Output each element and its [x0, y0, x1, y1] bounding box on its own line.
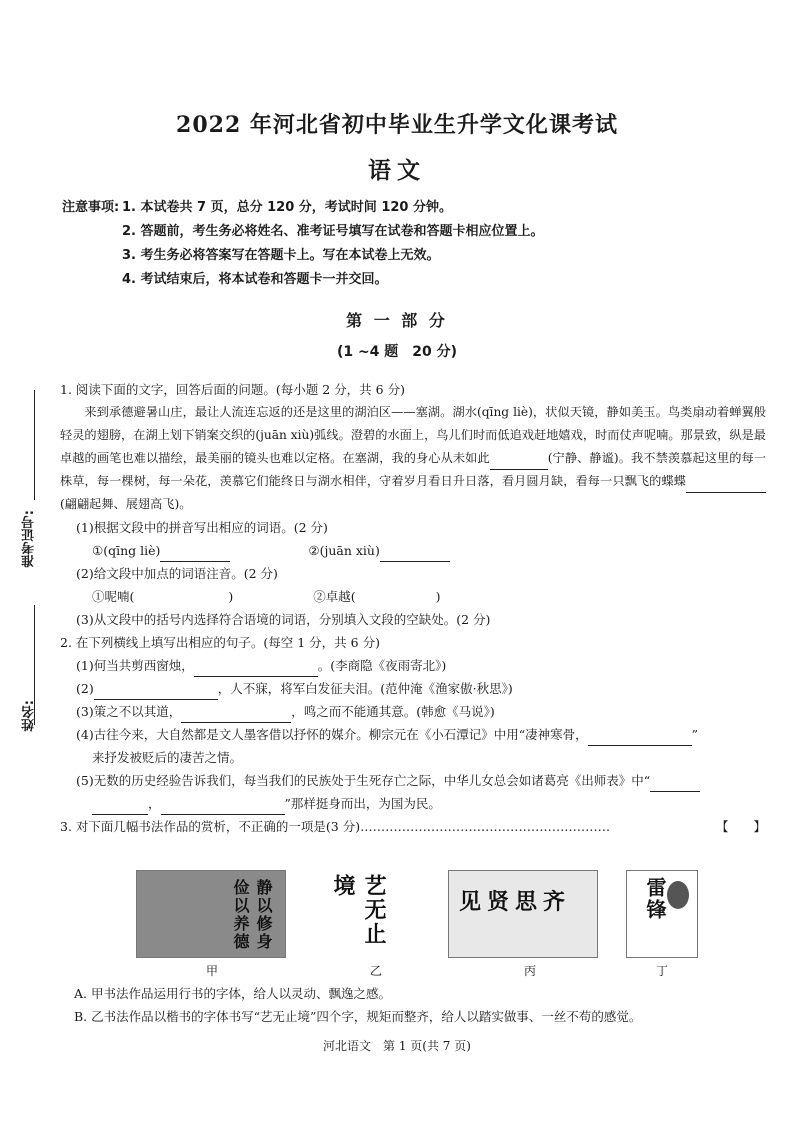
exam-id-line — [34, 390, 35, 500]
note-item: 4. 考试结束后，将本试卷和答题卡一并交回。 — [122, 272, 388, 287]
note-item: 2. 答题前，考生务必将姓名、准考证号填写在试卷和答题卡相应位置上。 — [122, 224, 544, 239]
question-1-sub-1-answers: ①(qīng liè) ②(juān xiù) — [60, 539, 766, 562]
question-2-line-5-cont: ， ”那样挺身而出，为国为民。 — [60, 792, 766, 815]
note-item: 1. 本试卷共 7 页，总分 120 分，考试时间 120 分钟。 — [122, 200, 452, 215]
answer-blank[interactable] — [161, 798, 285, 815]
answer-blank[interactable] — [194, 660, 318, 677]
passage-text: (宁静、静谧)。我不禁羡慕起这里的每一株草，每一棵树，每一朵花，羡慕它们能终日与湖水相伴，守着岁月看日升日落，看月圆月缺，看每一只飘飞的蝶蝶 — [60, 451, 767, 488]
caption-jia: 甲 — [206, 964, 219, 978]
answer-bracket[interactable]: 【 】 — [715, 819, 766, 834]
question-2-line-2: (2) ，人不寐，将军白发征夫泪。(范仲淹《渔家傲·秋思》) — [60, 677, 766, 700]
notes-lead: 注意事项: — [62, 200, 120, 215]
caption-yi: 乙 — [370, 964, 383, 978]
question-3-options — [74, 982, 764, 1028]
question-1-sub-1: (1)根据文段中的拼音写出相应的词语。(2 分) — [76, 520, 328, 535]
question-2-line-4: (4)古往今来，大自然都是文人墨客借以抒怀的媒介。柳宗元在《小石潭记》中用“凄神寒骨， ” — [60, 723, 766, 746]
calligraphy-work-yi: 艺无止境 — [330, 874, 387, 946]
question-2-line-5: (5)无数的历史经验告诉我们，每当我们的民族处于生死存亡之际，中华儿女总会如诸葛亮《出师表》中“ — [60, 769, 766, 792]
answer-blank[interactable] — [160, 545, 230, 562]
answer-blank[interactable] — [490, 453, 548, 470]
answer-blank[interactable] — [181, 706, 291, 723]
question-1-sub-2-answers: ①呢喃( ) ②卓越( ) — [92, 589, 441, 604]
answer-blank[interactable] — [94, 683, 218, 700]
note-item: 3. 考生务必将答案写在答题卡上。写在本试卷上无效。 — [122, 248, 440, 263]
calligraphy-work-bing: 见贤思齐 — [448, 870, 598, 958]
question-2-line-3: (3)策之不以其道， ，鸣之而不能通其意。(韩愈《马说》) — [60, 700, 766, 723]
question-1-passage — [60, 401, 766, 516]
calligraphy-work-jia: 静以修身俭以养德 — [136, 870, 286, 958]
answer-blank[interactable] — [92, 798, 148, 815]
option-b: B. 乙书法作品以楷书的字体书写“艺无止境”四个字，规矩而整齐，给人以踏实做事、一丝不苟的感觉。 — [74, 1009, 642, 1024]
answer-blank[interactable] — [686, 476, 766, 493]
passage-text: 此 — [477, 451, 490, 465]
leader-dots: …………………………………………………… — [360, 819, 611, 834]
exam-notes — [62, 196, 762, 292]
exam-title: 2022 年河北省初中毕业生升学文化课考试 — [176, 112, 618, 138]
answer-blank[interactable] — [650, 775, 700, 792]
answer-blank[interactable] — [380, 545, 450, 562]
portrait-icon — [667, 881, 689, 909]
caption-bing: 丙 — [524, 964, 537, 978]
caption-ding: 丁 — [656, 964, 669, 978]
question-content — [60, 378, 766, 838]
exam-id-label: 准考证号: — [22, 510, 37, 568]
option-a: A. 甲书法作品运用行书的字体，给人以灵动、飘逸之感。 — [74, 986, 391, 1001]
question-2-line-1: (1)何当共剪西窗烛， 。(李商隐《夜雨寄北》) — [60, 654, 766, 677]
question-1-stem: 1. 阅读下面的文字，回答后面的问题。(每小题 2 分，共 6 分) — [60, 382, 405, 397]
passage-text: 来到承德避暑山庄，最让人流连忘返的还是这里的湖泊区——塞湖。湖水(qīng liè)，状似天镜，静如美玉。鸟类扇动着蝉翼般轻灵的翅膀，在湖上划下销案交织的(juān xiù)弧线。澄碧的水面上，鸟儿们时而低追戏赶地嬉戏，时而仗声呢喃。那景致，纵是最卓越的画笔也难以描绘，最美丽的镜头也难以定格。在塞湖，我的身心从未如 — [60, 405, 766, 465]
part-title: 第 一 部 分 — [346, 311, 448, 330]
calligraphy-images — [130, 870, 760, 978]
question-2-stem: 2. 在下列横线上填写出相应的句子。(每空 1 分，共 6 分) — [60, 635, 380, 650]
question-3-stem: 3. 对下面几幅书法作品的赏析，不正确的一项是(3 分)…………………………………………………… 【 】 — [60, 815, 766, 838]
binding-margin — [14, 380, 54, 800]
subject-title: 语文 — [368, 157, 426, 184]
passage-text: (翩翩起舞、展翅高飞)。 — [60, 497, 192, 511]
name-label: 姓名: — [22, 700, 37, 732]
question-1-sub-3: (3)从文段中的括号内选择符合语境的词语，分别填入文段的空缺处。(2 分) — [76, 612, 491, 627]
answer-blank[interactable] — [588, 729, 692, 746]
question-2-line-4-cont: 来抒发被贬后的凄苦之情。 — [92, 750, 243, 765]
calligraphy-work-ding: 雷锋 — [626, 870, 698, 958]
part-range: (1 ~4 题 20 分) — [336, 344, 458, 360]
page-footer: 河北语文 第 1 页(共 7 页) — [323, 1039, 471, 1053]
question-1-sub-2: (2)给文段中加点的词语注音。(2 分) — [76, 566, 278, 581]
